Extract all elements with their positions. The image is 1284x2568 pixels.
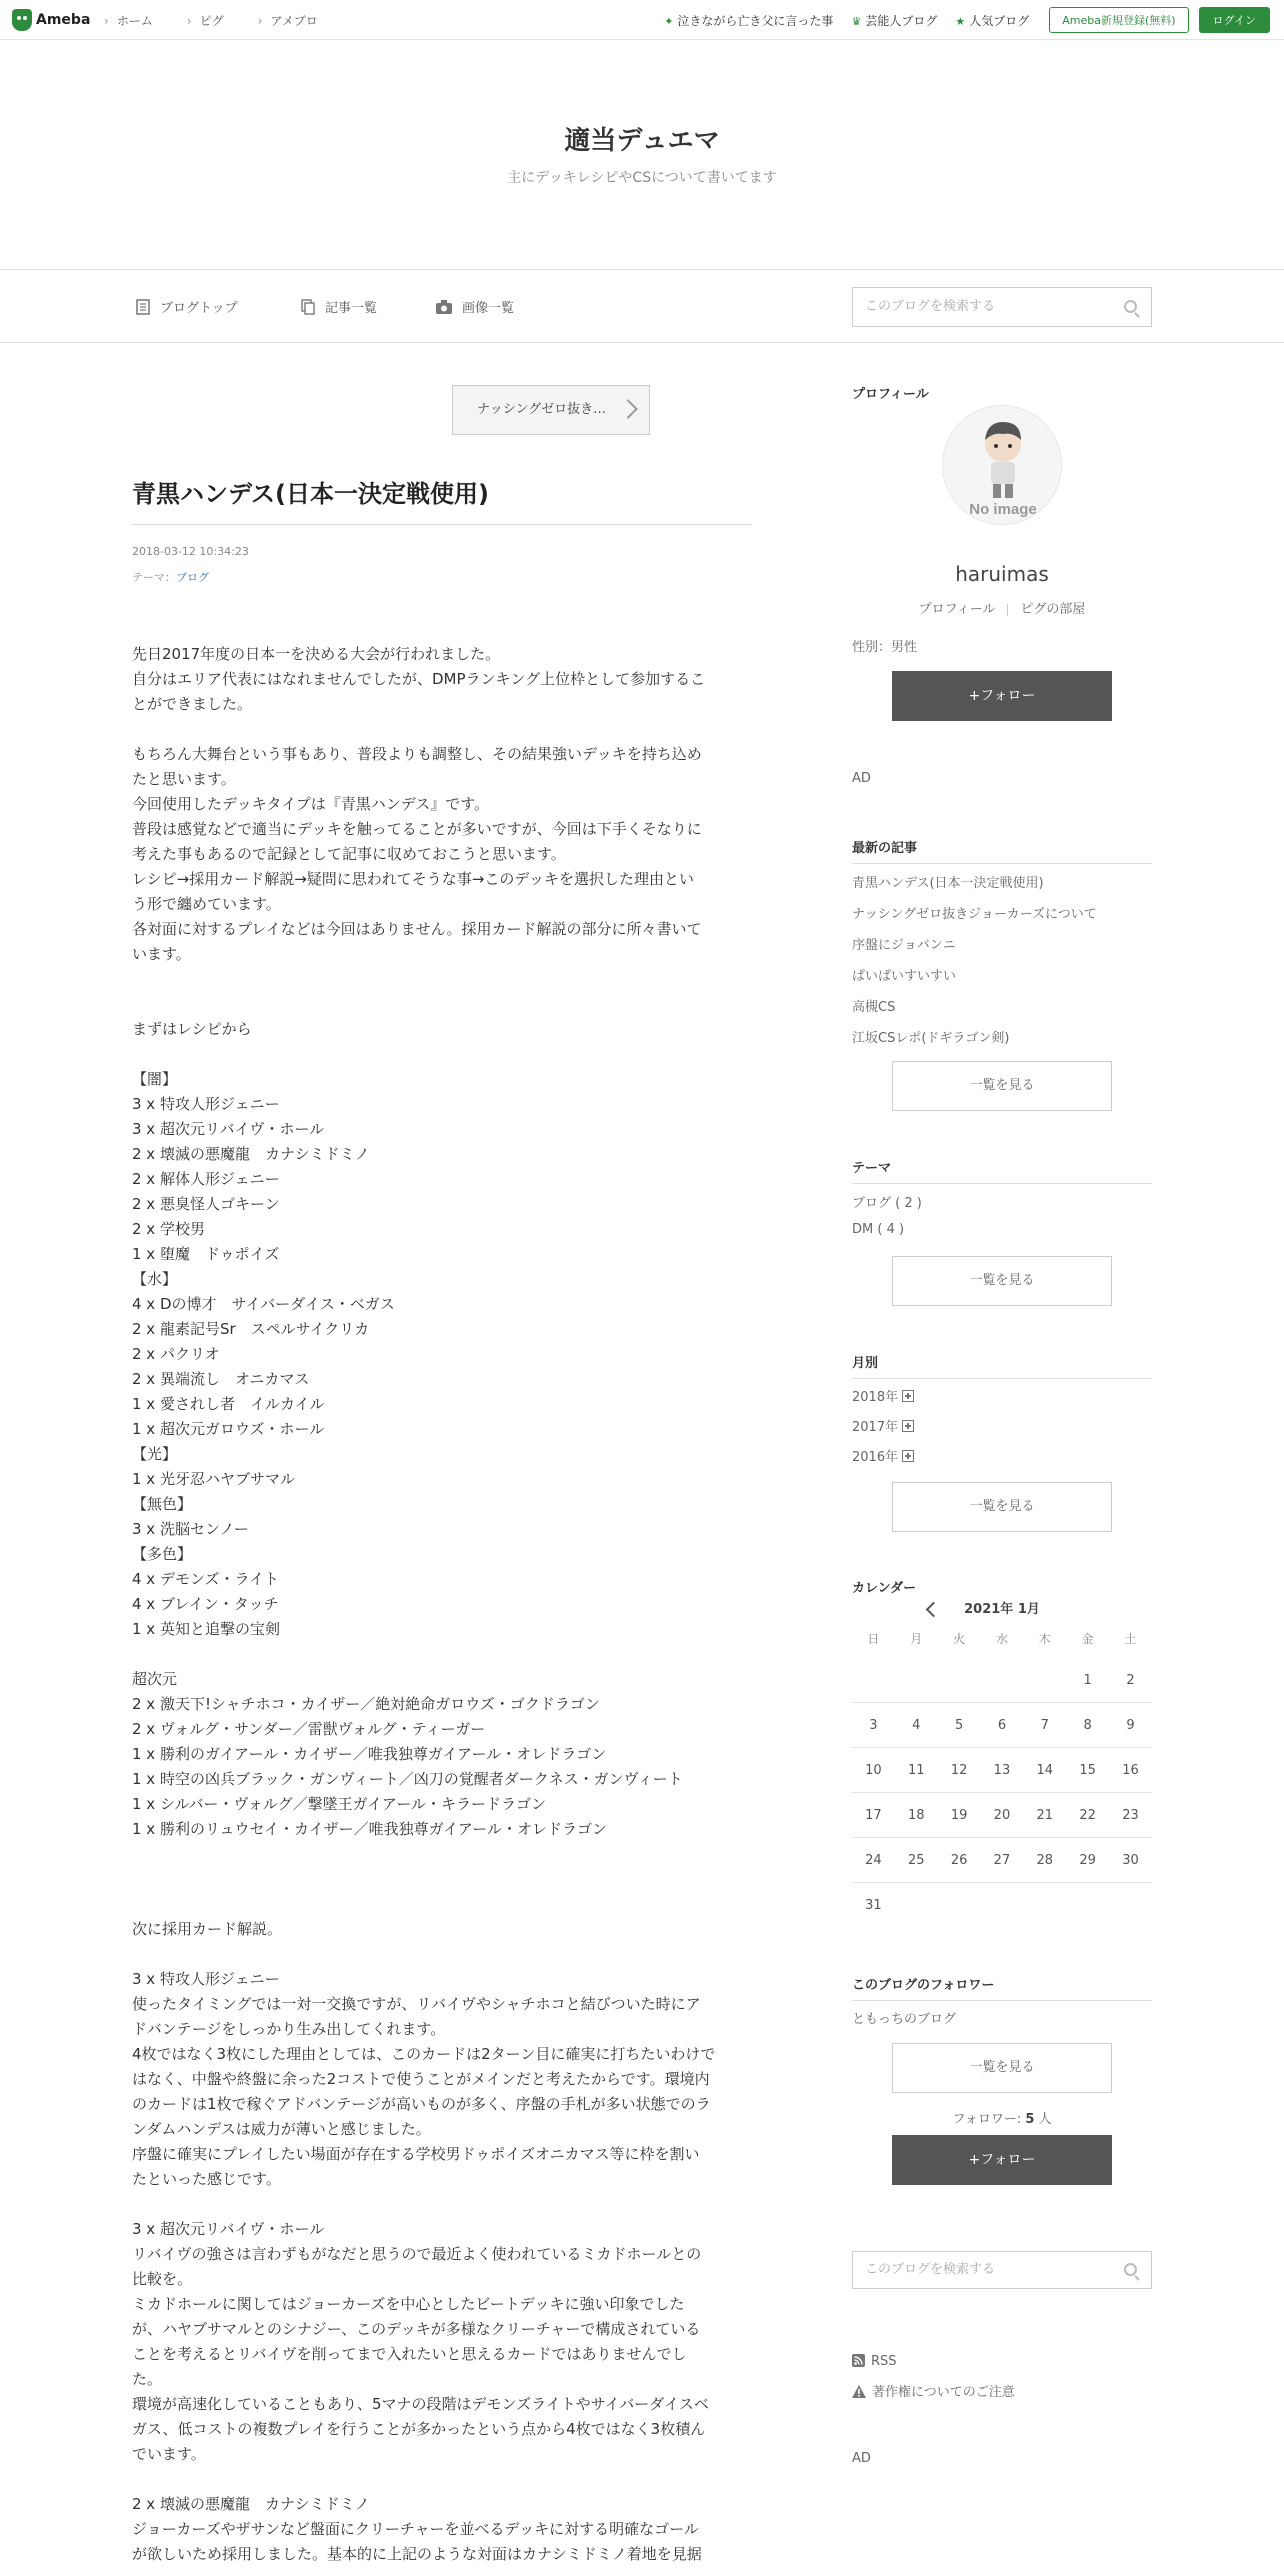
monthly-archive-more-button[interactable]: 一覧を見る [892,1482,1112,1532]
article-text-line: ドバンテージをしっかり生み出してくれます。 [132,2020,446,2038]
blog-description: 主にデッキレシピやCSについて書いてます [507,170,777,186]
article-text-line: でいます。 [132,2445,206,2463]
article-text-line: ンダムハンデスは威力が薄いと感じました。 [132,2120,431,2138]
article-text-line: 1 x 勝利のガイアール・カイザー／唯我独尊ガイアール・オレドラゴン [132,1745,607,1763]
calendar-day: 27 [993,1853,1011,1868]
copyright-notice-link[interactable] [852,2381,1015,2400]
article-text-line: 先日2017年度の日本一を決める大会が行われました。 [132,645,501,663]
calendar-empty-cell [981,1883,1024,1928]
warning-icon [852,2385,866,2398]
avatar[interactable] [942,405,1062,525]
pigg-room-link[interactable]: ピグの部屋 [1020,602,1086,617]
calendar-empty-cell [1023,1658,1066,1702]
profile-username[interactable]: haruimas [955,562,1049,586]
calendar-day: 22 [1079,1808,1096,1823]
calendar-day: 13 [993,1763,1011,1778]
theme-link[interactable]: ブログ ( 2 ) [852,1196,922,1211]
global-nav-pigg[interactable]: › ピグ [187,12,224,29]
follower-count-label: フォロワー: [952,2112,1026,2127]
calendar-empty-cell [895,1658,938,1702]
article-text-line: が欲しいため採用しました。基本的に上記のような対面はカナシミドミノ着地を見据 [132,2545,702,2563]
calendar-day: 26 [950,1853,968,1868]
profile-heading: プロフィール [852,387,929,402]
global-links [646,0,1270,40]
trending-link[interactable] [664,12,833,29]
article-text-line: 2 x 壊滅の悪魔龍 カナシミドミノ [132,1145,370,1163]
calendar-day: 5 [954,1718,964,1733]
calendar-empty-cell [852,1658,895,1702]
calendar-empty-cell [938,1883,981,1928]
search-icon[interactable] [1124,300,1137,313]
follow-button[interactable]: +フォロー [892,671,1112,721]
no-image-avatar-icon [943,406,1062,525]
monthly-archive-heading: 月別 [852,1356,879,1371]
article-divider [132,524,752,525]
article-text-line: ことを考えるとリバイヴを削ってまで入れたいと思えるカードではありませんでし [132,2345,687,2363]
article-text-line: 1 x 堕魔 ドゥポイズ [132,1245,280,1263]
calendar-day: 9 [1126,1718,1135,1733]
article-text-line: 【多色】 [132,1545,193,1563]
month-archive-label: 2017年 [852,1420,899,1435]
search-icon[interactable] [1124,2263,1137,2276]
article-text-line: ジョーカーズやザサンなど盤面にクリーチャーを並べるデッキに対する明確なゴール [132,2520,699,2538]
article-text-line: 1 x 勝利のリュウセイ・カイザー／唯我独尊ガイアール・オレドラゴン [132,1820,607,1838]
camera-icon [436,300,452,314]
article-text-line [132,1642,754,1667]
calendar-month: 2021年 1月 [964,1602,1040,1617]
article-text-line: 1 x シルバー・ヴォルグ／撃墜王ガイアール・キラードラゴン [132,1795,546,1813]
divider [852,1183,1152,1184]
blog-search-input[interactable] [852,287,1152,327]
article-text-line: 2 x 学校男 [132,1220,205,1238]
article-text-line [132,2467,754,2492]
calendar-day: 3 [869,1718,878,1733]
calendar-empty-cell [1066,1883,1109,1928]
article-text-line: 2 x 壊滅の悪魔龍 カナシミドミノ [132,2495,370,2513]
recent-article-link[interactable]: 江坂CSレポ(ドギラゴン剣) [852,1031,1010,1046]
login-button[interactable]: ログイン [1199,7,1270,33]
article-text-line: が、ハヤブサマルとのシナジー、このデッキが多様なクリーチャーで構成されている [132,2320,701,2338]
calendar-weekday: 金 [1081,1632,1094,1646]
nav-blog-top-label: ブログトップ [160,301,238,316]
article-title[interactable]: 青黒ハンデス(日本一決定戦使用) [132,480,489,508]
calendar-weekday: 木 [1038,1632,1051,1646]
article-text-line: た。 [132,2370,163,2388]
calendar-day: 24 [865,1853,882,1868]
article-text-line: 2 x ヴォルグ・サンダー／雷獣ヴォルグ・ティーガー [132,1720,486,1738]
article-text-line: 2 x パクリオ [132,1345,220,1363]
article-text-line: はなく、中盤や終盤に余った2コストで使うことがメインだと考えたからです。環境内 [132,2070,710,2088]
calendar-week [852,1793,1152,1838]
follower-count-unit: 人 [1034,2112,1052,2127]
blog-search-placeholder: このブログを検索する [865,2262,996,2277]
article-text-line: 普段は感覚などで適当にデッキを触ってることが多いですが、今回は下手くそなりに [132,820,702,838]
register-button[interactable]: Ameba新規登録(無料) [1049,7,1188,33]
article-text-line: ガス、低コストの複数プレイを行うことが多かったという点から4枚ではなく3枚積ん [132,2420,706,2438]
article-text-line: 3 x 超次元リバイヴ・ホール [132,2220,325,2238]
themes-more-button[interactable]: 一覧を見る [892,1256,1112,1306]
article-text-line [132,1042,754,1067]
calendar-day: 4 [912,1718,921,1733]
ad-label: AD [852,2451,871,2466]
article-text-line: リバイヴの強さは言わずもがなだと思うので最近よく使われているミカドホールとの [132,2245,702,2263]
popular-blog-link[interactable] [955,12,1029,29]
calendar-empty-cell [895,1883,938,1928]
calendar-day: 2 [1126,1673,1135,1688]
article-text-line: 比較を。 [132,2270,193,2288]
blog-search-input[interactable] [852,2251,1152,2289]
nav-image-list[interactable] [436,297,514,316]
article-text-line: レシピ→採用カード解説→疑問に思われてそうな事→このデッキを選択した理由とい [132,870,695,888]
article-text-line: ミカドホールに関してはジョーカーズを中心としたビートデッキに強い印象でした [132,2295,685,2313]
article-text-line: 【闇】 [132,1070,178,1088]
article-text-line: 使ったタイミングでは一対一交換ですが、リバイヴやシャチホコと結びついた時にア [132,1995,701,2013]
follow-button[interactable]: +フォロー [892,2135,1112,2185]
calendar-weekday: 土 [1124,1632,1137,1646]
article-text-line: 1 x 英知と追撃の宝剣 [132,1620,280,1638]
month-archive-link[interactable] [852,1386,914,1405]
article-text-line: もちろん大舞台という事もあり、普段よりも調整し、その結果強いデッキを持ち込め [132,745,702,763]
rss-icon [852,2354,865,2367]
article-text-line: います。 [132,945,191,963]
calendar-day: 25 [907,1853,925,1868]
article-text-line: 1 x 光牙忍ハヤブサマル [132,1470,295,1488]
calendar-day: 16 [1122,1763,1139,1778]
recent-article-link[interactable]: ナッシングゼロ抜きジョーカーズについて [852,907,1097,922]
ameba-logo[interactable] [12,8,90,32]
article-text-line: 2 x 激天下!シャチホコ・カイザー／絶対絶命ガロウズ・ゴクドラゴン [132,1695,600,1713]
expand-icon[interactable] [902,1450,914,1462]
theme-link[interactable]: DM ( 4 ) [852,1222,905,1237]
expand-icon[interactable] [902,1420,914,1432]
nav-image-list-label: 画像一覧 [462,301,515,316]
celebrity-blog-link[interactable] [851,12,937,29]
previous-article-label: ナッシングゼロ抜き… [477,402,607,417]
sparkle-icon: ✦ [664,14,674,28]
article-theme-label: テーマ： [132,571,176,584]
ameba-logo-icon [12,9,32,31]
calendar-day: 29 [1079,1853,1096,1868]
article-text-line: 序盤に確実にプレイしたい場面が存在する学校男ドゥポイズオニカマス等に枠を割い [132,2145,700,2163]
recent-article-link[interactable]: 青黒ハンデス(日本一決定戦使用) [852,876,1044,891]
calendar-day: 11 [907,1763,925,1778]
calendar-day: 7 [1040,1718,1049,1733]
calendar-day: 28 [1036,1853,1054,1868]
calendar-empty-cell [981,1658,1024,1702]
blog-search-placeholder: このブログを検索する [865,299,996,314]
article-theme-link[interactable]: ブログ [176,571,209,584]
follower-count-value: 5 [1025,2112,1035,2127]
article-text-line: 3 x 洗脳センノー [132,1520,249,1538]
article-text-line: 1 x 超次元ガロウズ・ホール [132,1420,325,1438]
calendar-weekday: 月 [910,1632,923,1646]
celebrity-blog-label: 芸能人ブログ [865,13,938,28]
recent-articles-heading: 最新の記事 [852,841,918,856]
article-text-line: のカードは1枚で稼ぐアドバンテージが高いものが多く、序盤の手札が多い状態でのラ [132,2095,711,2113]
calendar-empty-cell [1023,1883,1066,1928]
rss-link[interactable] [852,2354,897,2369]
rss-label: RSS [871,2354,897,2369]
month-archive-label: 2016年 [852,1450,899,1465]
calendar-day: 30 [1122,1853,1139,1868]
article-text-line [132,992,754,1017]
calendar-week [852,1883,1152,1928]
blog-nav [0,271,1284,343]
recent-article-link[interactable]: 序盤にジョバンニ [852,938,956,953]
calendar-day: 23 [1122,1808,1139,1823]
calendar-day: 1 [1083,1673,1092,1688]
article-text-line: 自分はエリア代表にはなれませんでしたが、DMPランキング上位枠として参加するこ [132,670,706,688]
calendar-day: 10 [865,1763,882,1778]
global-nav [104,0,352,40]
article-text-line [132,1892,754,1917]
article-text-line [132,717,754,742]
document-icon [136,299,150,315]
trending-link-label: 泣きながら亡き父に言った事 [677,13,834,28]
blog-title[interactable]: 適当デュエマ [564,126,720,156]
article-text-line: 考えた事もあるので記録として記事に収めておこうと思います。 [132,845,566,863]
month-archive-link[interactable] [852,1416,914,1435]
article-text-line [132,967,754,992]
themes-heading: テーマ [852,1161,892,1176]
calendar-day: 6 [997,1718,1007,1733]
calendar-weekday: 水 [995,1632,1008,1646]
article-text-line: たといった感じです。 [132,2170,281,2188]
article-text-line [132,1867,754,1892]
calendar-empty-cell [938,1658,981,1702]
ad-label: AD [852,771,871,786]
article-text-line: 3 x 特攻人形ジェニー [132,1970,280,1988]
divider [1007,604,1008,616]
calendar-empty-cell [1109,1883,1152,1928]
calendar-day: 14 [1036,1763,1054,1778]
article-text-line: 超次元 [132,1670,178,1688]
article-text-line: とができました。 [132,695,253,713]
month-archive-label: 2018年 [852,1390,899,1405]
follower-count [852,2108,1152,2127]
profile-links [852,598,1152,617]
calendar-weekday: 火 [953,1632,966,1646]
article-text-line: 【光】 [132,1445,178,1463]
article-date: 2018-03-12 10:34:23 [132,545,249,558]
article-text-line: 【無色】 [132,1495,193,1513]
recent-articles-more-button[interactable]: 一覧を見る [892,1061,1112,1111]
calendar-heading: カレンダー [852,1581,917,1596]
calendar-day: 19 [950,1808,968,1823]
article-text-line: 【水】 [132,1270,178,1288]
article-text-line: 次に採用カード解説。 [132,1920,283,1938]
article-text-line: 4 x デモンズ・ライト [132,1570,280,1588]
article-text-line: 各対面に対するプレイなどは今回はありません。採用カード解説の部分に所々書いて [132,920,702,938]
recent-article-link[interactable]: ぱいぱいすいすい [852,969,957,984]
article-text-line: 3 x 特攻人形ジェニー [132,1095,280,1113]
crown-icon: ♛ [851,14,862,28]
calendar-week [852,1748,1152,1793]
calendar-day: 20 [993,1808,1011,1823]
calendar-day: 15 [1079,1763,1096,1778]
global-nav-home[interactable]: › ホーム [104,12,153,29]
divider [852,1378,1152,1379]
calendar-day: 31 [865,1898,882,1913]
divider [852,863,1152,864]
article-text-line: 1 x 愛されし者 イルカイル [132,1395,325,1413]
article-text-line: 3 x 超次元リバイヴ・ホール [132,1120,325,1138]
article-text-line: 2 x 龍素記号Sr スペルサイクリカ [132,1320,370,1338]
article-text-line: う形で纏めています。 [132,895,281,913]
nav-article-list-label: 記事一覧 [325,301,378,316]
article-text-line: 1 x 時空の凶兵ブラック・ガンヴィート／凶刀の覚醒者ダークネス・ガンヴィート [132,1770,683,1788]
article-text-line: 環境が高速化していることもあり、5マナの段階はデモンズライトやサイバーダイスベ [132,2395,709,2413]
article-text-line: 2 x 悪臭怪人ゴキーン [132,1195,280,1213]
previous-article-button[interactable] [452,385,650,435]
article-text-line: 今回使用したデッキタイプは『青黒ハンデス』です。 [132,795,490,813]
no-image-text: No image [969,501,1037,518]
nav-blog-top[interactable] [136,297,238,316]
global-nav-ameblo[interactable]: › アメブロ [258,12,318,29]
article-body [132,642,754,2567]
calendar-day: 12 [950,1763,968,1778]
calendar-day: 21 [1036,1808,1054,1823]
followers-heading: このブログのフォロワー [852,1978,995,1993]
article-text-line [132,1942,754,1967]
divider [852,2000,1152,2001]
article-text-line: まずはレシピから [132,1020,252,1038]
profile-link[interactable]: プロフィール [918,602,996,617]
recent-article-link[interactable]: 高槻CS [852,1000,896,1015]
followers-more-button[interactable]: 一覧を見る [892,2043,1112,2093]
follower-blog-link[interactable]: ともっちのブログ [852,2012,957,2027]
article-text-line: 4 x ブレイン・タッチ [132,1595,279,1613]
popular-blog-label: 人気ブログ [969,13,1030,28]
calendar-day: 18 [907,1808,925,1823]
article-text-line: 2 x 解体人形ジェニー [132,1170,280,1188]
article-text-line [132,2192,754,2217]
global-header [0,0,1284,40]
article-text-line: 4 x Dの博才 サイバーダイス・ベガス [132,1295,395,1313]
chevron-right-icon [618,399,638,419]
calendar-week [852,1658,1152,1703]
copyright-notice-label: 著作権についてのご注意 [872,2385,1015,2400]
blog-header [0,40,1284,270]
month-archive-link[interactable] [852,1446,914,1465]
calendar-day: 8 [1083,1718,1092,1733]
article-text-line: たと思います。 [132,770,236,788]
article-text-line: 2 x 異端流し オニカマス [132,1370,310,1388]
calendar-grid [852,1658,1152,1928]
article-text-line: 4枚ではなく3枚にした理由としては、このカードは2ターン目に確実に打ちたいわけで [132,2045,716,2063]
calendar-week [852,1838,1152,1883]
expand-icon[interactable] [902,1390,914,1402]
ameba-logo-text: Ameba [36,12,91,28]
calendar-day: 17 [865,1808,882,1823]
calendar-weekdays [852,1630,1152,1647]
article-text-line [132,1842,754,1867]
article-theme [132,569,209,585]
nav-article-list[interactable] [301,297,377,316]
star-icon: ★ [955,14,966,28]
profile-gender: 性別：男性 [852,640,918,655]
copy-icon [301,299,315,315]
calendar-week [852,1703,1152,1748]
calendar-weekday: 日 [867,1632,880,1646]
